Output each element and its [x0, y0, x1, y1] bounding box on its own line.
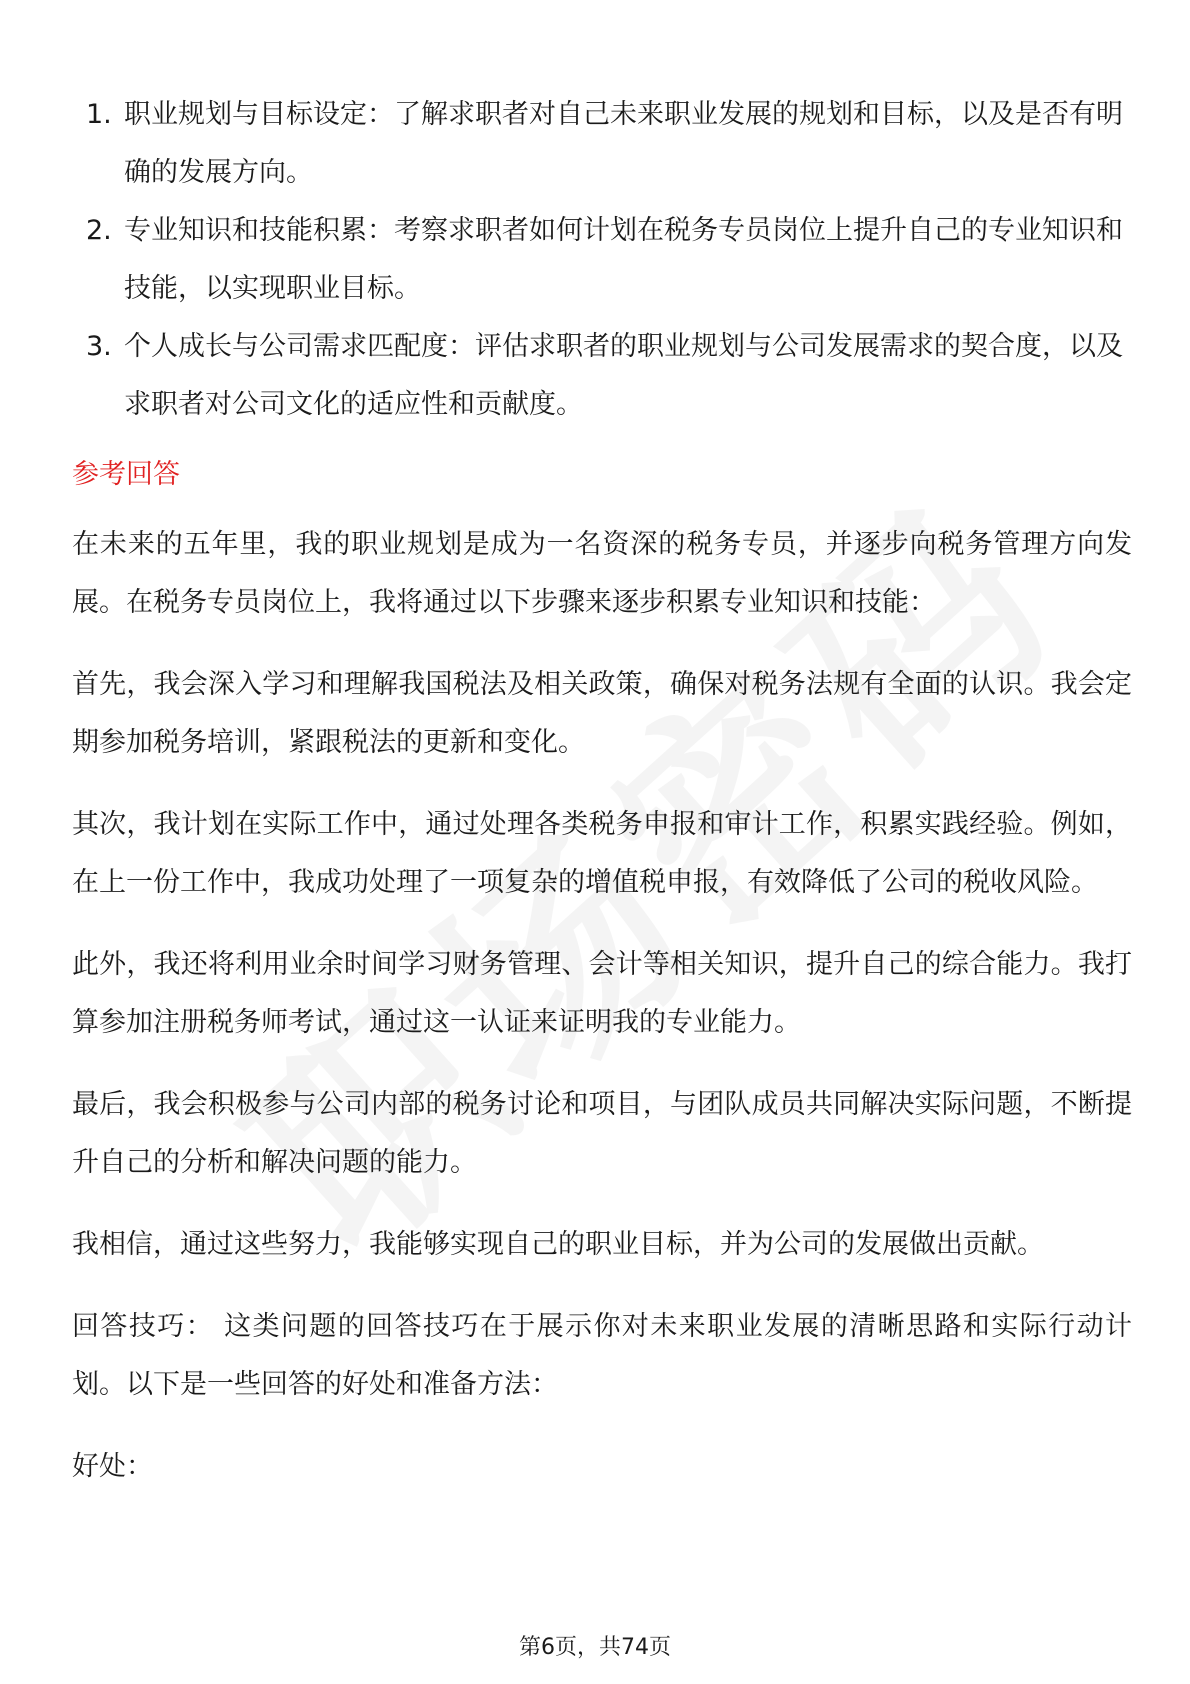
answer-paragraph: 首先，我会深入学习和理解我国税法及相关政策，确保对税务法规有全面的认识。我会定期参加税务培训，紧跟税法的更新和变化。	[72, 669, 1132, 758]
answer-paragraph: 最后，我会积极参与公司内部的税务讨论和项目，与团队成员共同解决实际问题，不断提升自己的分析和解决问题的能力。	[72, 1089, 1132, 1178]
criteria-number: 2.	[86, 215, 112, 246]
criteria-item	[72, 318, 1132, 434]
criteria-list	[72, 86, 1132, 434]
document-content	[72, 86, 1132, 1520]
criteria-text: 职业规划与目标设定：了解求职者对自己未来职业发展的规划和目标，以及是否有明确的发展方向。	[124, 99, 1123, 188]
tips-paragraph: 回答技巧： 这类问题的回答技巧在于展示你对未来职业发展的清晰思路和实际行动计划。以下是一些回答的好处和准备方法：	[72, 1311, 1132, 1400]
reference-answer-heading: 参考回答	[72, 459, 180, 490]
benefits-label: 好处：	[72, 1451, 153, 1482]
page-number: 第6页，共74页	[519, 1635, 671, 1660]
answer-paragraph: 此外，我还将利用业余时间学习财务管理、会计等相关知识，提升自己的综合能力。我打算参加注册税务师考试，通过这一认证来证明我的专业能力。	[72, 949, 1132, 1038]
criteria-text: 专业知识和技能积累：考察求职者如何计划在税务专员岗位上提升自己的专业知识和技能，以实现职业目标。	[124, 215, 1123, 304]
criteria-text: 个人成长与公司需求匹配度：评估求职者的职业规划与公司发展需求的契合度，以及求职者对公司文化的适应性和贡献度。	[124, 331, 1123, 420]
criteria-number: 3.	[86, 331, 112, 362]
answer-paragraph: 在未来的五年里，我的职业规划是成为一名资深的税务专员，并逐步向税务管理方向发展。在税务专员岗位上，我将通过以下步骤来逐步积累专业知识和技能：	[72, 529, 1132, 618]
answer-paragraph: 我相信，通过这些努力，我能够实现自己的职业目标，并为公司的发展做出贡献。	[72, 1229, 1044, 1260]
criteria-number: 1.	[86, 99, 112, 130]
criteria-item	[72, 202, 1132, 318]
answer-paragraph: 其次，我计划在实际工作中，通过处理各类税务申报和审计工作，积累实践经验。例如，在上一份工作中，我成功处理了一项复杂的增值税申报，有效降低了公司的税收风险。	[72, 809, 1132, 898]
criteria-item	[72, 86, 1132, 202]
